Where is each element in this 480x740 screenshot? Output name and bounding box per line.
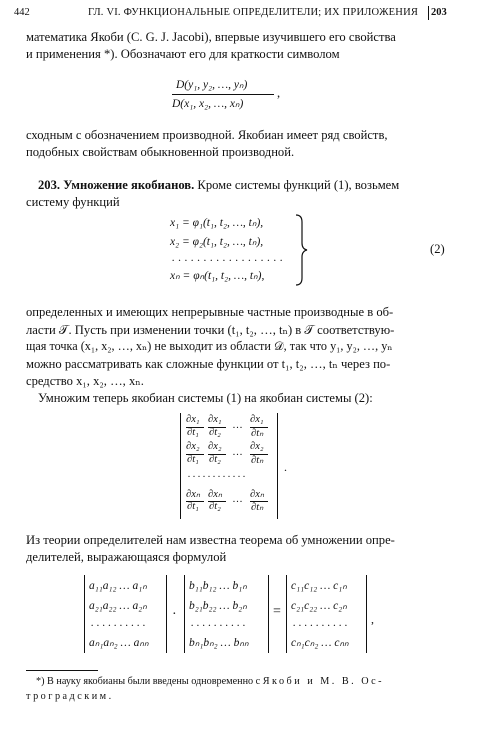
section-203-title: 203. Умножение якобианов. [38, 178, 195, 192]
system2-row1: x₁ = φ₁(t₁, t₂, …, tₙ), [170, 217, 264, 229]
system2-row4: xₙ = φₙ(t₁, t₂, …, tₙ), [170, 270, 265, 282]
running-title: ГЛ. VI. ФУНКЦИОНАЛЬНЫЕ ОПРЕДЕЛИТЕЛИ; ИХ ПРИЛОЖЕНИЯ [88, 7, 419, 18]
footnote-names: Якоби и М. В. Ос- [262, 676, 385, 687]
det1-left-bar [180, 413, 181, 519]
para2-line2: подобных свойствам обыкновенной производной. [26, 145, 295, 159]
para1-line2: и применения *). Обозначают его для краткости символом [26, 47, 340, 61]
det1-r2-den-0: ∂t₁ [187, 454, 199, 465]
detA-left-bar [84, 575, 85, 653]
detC-left-bar [286, 575, 287, 653]
det1-r1-den-2: ∂tₙ [251, 428, 264, 439]
det1-r2-den-1: ∂t₂ [209, 454, 221, 465]
footnote-line2: троградским. [26, 691, 114, 702]
para5-line2: делителей, выражающаяся формулой [26, 550, 227, 564]
det1-r1-ellipsis: … [233, 420, 243, 431]
detA-row-dots: . . . . . . . . . . [91, 617, 146, 629]
equals-sign: = [273, 604, 281, 619]
header-bar [428, 6, 429, 20]
equation-label-2: (2) [430, 242, 445, 256]
det1-r2-num-0: ∂x₂ [186, 441, 200, 452]
footnote-text: *) В науку якобианы были введены одновременно с [36, 676, 263, 687]
det1-r4-den-1: ∂t₂ [209, 501, 221, 512]
det1-r1-num-2: ∂x₁ [250, 414, 264, 425]
det1-r4-num-0: ∂xₙ [186, 489, 201, 500]
footnote-rule [26, 670, 98, 671]
detC-right-bar [366, 575, 367, 653]
jacobian-denominator: D(x₁, x₂, …, xₙ) [172, 98, 244, 110]
mult-dot: · [172, 607, 177, 622]
det1-r4-den-0: ∂t₁ [187, 501, 199, 512]
detC-row1: c₁₁c₁₂ … c₁ₙ [291, 580, 347, 592]
para4-line1: Умножим теперь якобиан системы (1) на якобиан системы (2): [38, 391, 373, 405]
det1-r4-ellipsis: … [233, 494, 243, 505]
right-brace [294, 214, 308, 286]
det1-right-bar [277, 413, 278, 519]
para3-line2: ласти 𝒯. Пусть при изменении точки (t₁, t₂, …, tₙ) в 𝒯 соответствую- [26, 323, 395, 337]
system2-row-dots: . . . . . . . . . . . . . . . . . . [172, 252, 284, 264]
page-number: 442 [14, 7, 30, 18]
detB-right-bar [268, 575, 269, 653]
det1-r4-den-2: ∂tₙ [251, 502, 264, 513]
det1-r2-num-1: ∂x₂ [208, 441, 222, 452]
det1-r4-num-1: ∂xₙ [208, 489, 223, 500]
det1-row-dots: . . . . . . . . . . . . [188, 469, 246, 480]
fraction-bar [172, 94, 274, 95]
detB-left-bar [184, 575, 185, 653]
formula-comma: , [371, 612, 374, 626]
section-203-heading [38, 178, 399, 193]
det1-r1-num-0: ∂x₁ [186, 414, 200, 425]
detC-row4: cₙ₁cₙ₂ … cₙₙ [291, 637, 349, 649]
detC-row2: c₂₁c₂₂ … c₂ₙ [291, 600, 347, 612]
det1-r2-den-2: ∂tₙ [251, 455, 264, 466]
detA-row1: a₁₁a₁₂ … a₁ₙ [89, 580, 147, 592]
detB-row4: bₙ₁bₙ₂ … bₙₙ [189, 637, 249, 649]
para5-line1: Из теории определителей нам известна теорема об умножении опре- [26, 533, 395, 547]
det1-r4-num-2: ∂xₙ [250, 489, 265, 500]
footnote-line1 [36, 676, 384, 687]
para1-line1: математика Якоби (C. G. J. Jacobi), впервые изучившего его свойства [26, 30, 396, 44]
section-203-text: Кроме системы функций (1), возьмем [194, 178, 400, 192]
detA-right-bar [166, 575, 167, 653]
detB-row2: b₂₁b₂₂ … b₂ₙ [189, 600, 247, 612]
detA-row2: a₂₁a₂₂ … a₂ₙ [89, 600, 147, 612]
formula1-comma: , [277, 86, 281, 100]
para3-line4: можно рассматривать как сложные функции от t₁, t₂, …, tₙ через по- [26, 357, 391, 371]
det1-r1-num-1: ∂x₁ [208, 414, 222, 425]
detC-row-dots: . . . . . . . . . . [293, 617, 348, 629]
para3-line5: средство x₁, x₂, …, xₙ. [26, 374, 144, 388]
para2-line1: сходным с обозначением производной. Якобиан имеет ряд свойств, [26, 128, 388, 142]
det1-r1-den-0: ∂t₁ [187, 427, 199, 438]
det1-r2-num-2: ∂x₂ [250, 441, 264, 452]
det1-r1-den-1: ∂t₂ [209, 427, 221, 438]
jacobian-numerator: D(y₁, y₂, …, yₙ) [176, 79, 248, 91]
detB-row1: b₁₁b₁₂ … b₁ₙ [189, 580, 247, 592]
section-marker: 203 [431, 7, 447, 18]
system2-row2: x₂ = φ₂(t₁, t₂, …, tₙ), [170, 236, 264, 248]
det1-period: . [284, 460, 287, 474]
para3-line3: щая точка (x₁, x₂, …, xₙ) не выходит из области 𝒟, так что y₁, y₂, …, yₙ [26, 339, 393, 353]
section-203-line2: систему функций [26, 195, 120, 209]
para3-line1: определенных и имеющих непрерывные частные производные в об- [26, 305, 394, 319]
detA-row4: aₙ₁aₙ₂ … aₙₙ [89, 637, 149, 649]
det1-r2-ellipsis: … [233, 447, 243, 458]
detB-row-dots: . . . . . . . . . . [191, 617, 246, 629]
